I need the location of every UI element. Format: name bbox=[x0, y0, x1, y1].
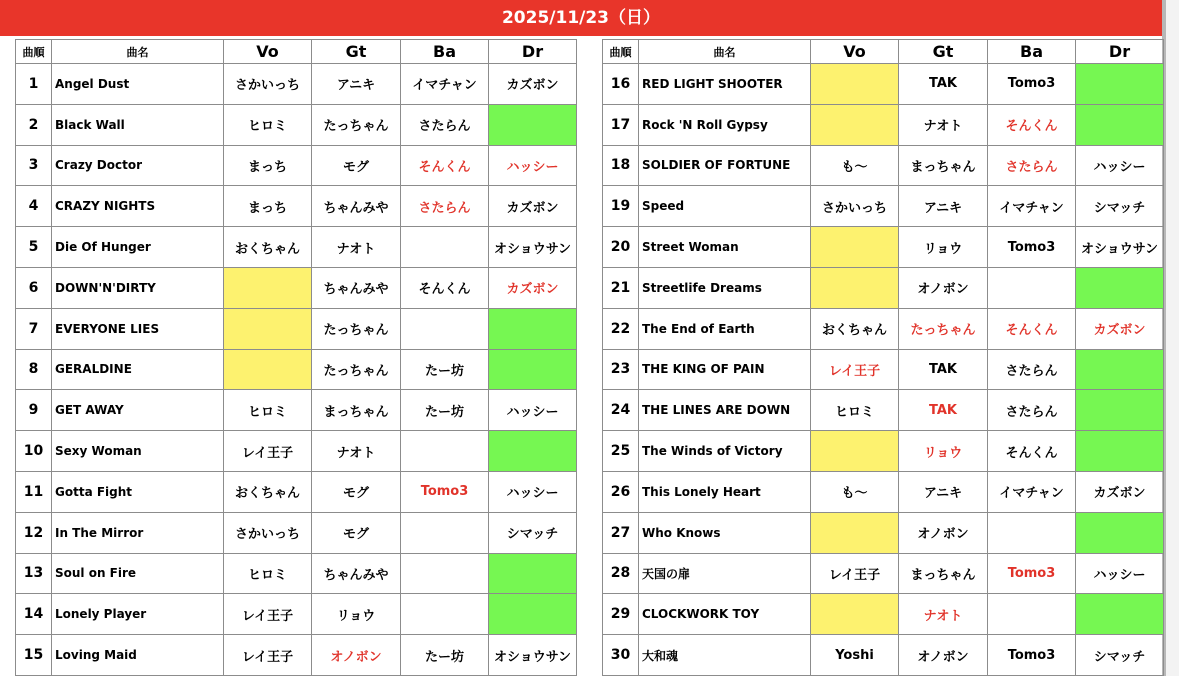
drums-cell: カズボン bbox=[489, 64, 577, 105]
guitar-cell: TAK bbox=[899, 349, 988, 390]
table-row bbox=[603, 512, 1164, 553]
song-title: Speed bbox=[639, 186, 811, 227]
drums-cell: シマッチ bbox=[1076, 635, 1164, 676]
guitar-cell: ちゃんみや bbox=[312, 186, 401, 227]
guitar-cell: TAK bbox=[899, 64, 988, 105]
song-number: 3 bbox=[16, 145, 52, 186]
drums-cell: ハッシー bbox=[1076, 553, 1164, 594]
drums-cell: カズボン bbox=[489, 267, 577, 308]
vocal-cell: おくちゃん bbox=[224, 471, 312, 512]
song-number: 24 bbox=[603, 390, 639, 431]
vocal-cell: さかいっち bbox=[224, 64, 312, 105]
drums-cell bbox=[489, 104, 577, 145]
vocal-cell bbox=[811, 594, 899, 635]
header-order: 曲順 bbox=[16, 40, 52, 64]
guitar-cell: ちゃんみや bbox=[312, 267, 401, 308]
guitar-cell: オノボン bbox=[899, 512, 988, 553]
drums-cell: シマッチ bbox=[1076, 186, 1164, 227]
guitar-cell: アニキ bbox=[899, 471, 988, 512]
drums-cell: カズボン bbox=[1076, 471, 1164, 512]
vocal-cell bbox=[811, 64, 899, 105]
vocal-cell: も～ bbox=[811, 145, 899, 186]
vocal-cell: も～ bbox=[811, 471, 899, 512]
table-row bbox=[603, 227, 1164, 268]
vocal-cell bbox=[811, 227, 899, 268]
drums-cell: オショウサン bbox=[489, 635, 577, 676]
setlist-table-left bbox=[15, 39, 577, 676]
bass-cell: そんくん bbox=[988, 308, 1076, 349]
header-vocal: Vo bbox=[811, 40, 899, 64]
table-row bbox=[603, 104, 1164, 145]
song-number: 10 bbox=[16, 431, 52, 472]
vocal-cell: おくちゃん bbox=[224, 227, 312, 268]
drums-cell bbox=[489, 308, 577, 349]
table-row bbox=[16, 431, 577, 472]
song-number: 8 bbox=[16, 349, 52, 390]
vocal-cell bbox=[811, 431, 899, 472]
song-title: Sexy Woman bbox=[52, 431, 224, 472]
bass-cell: Tomo3 bbox=[988, 227, 1076, 268]
setlist-table-right bbox=[602, 39, 1164, 676]
vocal-cell: まっち bbox=[224, 186, 312, 227]
song-number: 4 bbox=[16, 186, 52, 227]
table-row bbox=[603, 186, 1164, 227]
drums-cell: カズボン bbox=[489, 186, 577, 227]
table-row bbox=[16, 308, 577, 349]
table-row bbox=[603, 431, 1164, 472]
header-drums: Dr bbox=[1076, 40, 1164, 64]
song-number: 15 bbox=[16, 635, 52, 676]
song-number: 29 bbox=[603, 594, 639, 635]
table-row bbox=[16, 267, 577, 308]
table-row bbox=[603, 390, 1164, 431]
header-song: 曲名 bbox=[52, 40, 224, 64]
header-row bbox=[16, 40, 577, 64]
guitar-cell: オノボン bbox=[312, 635, 401, 676]
date-title: 2025/11/23（日） bbox=[501, 8, 661, 28]
vocal-cell: おくちゃん bbox=[811, 308, 899, 349]
bass-cell: イマチャン bbox=[988, 186, 1076, 227]
bass-cell: さたらん bbox=[401, 186, 489, 227]
bass-cell: さたらん bbox=[988, 145, 1076, 186]
bass-cell bbox=[988, 267, 1076, 308]
song-number: 25 bbox=[603, 431, 639, 472]
guitar-cell: オノボン bbox=[899, 267, 988, 308]
song-title: THE KING OF PAIN bbox=[639, 349, 811, 390]
song-number: 6 bbox=[16, 267, 52, 308]
table-row bbox=[16, 471, 577, 512]
vocal-cell bbox=[811, 104, 899, 145]
bass-cell bbox=[401, 308, 489, 349]
song-title: Streetlife Dreams bbox=[639, 267, 811, 308]
drums-cell bbox=[1076, 390, 1164, 431]
vocal-cell: レイ王子 bbox=[811, 553, 899, 594]
song-number: 14 bbox=[16, 594, 52, 635]
guitar-cell: たっちゃん bbox=[312, 104, 401, 145]
song-title: 天国の扉 bbox=[639, 553, 811, 594]
drums-cell: シマッチ bbox=[489, 512, 577, 553]
bass-cell: イマチャン bbox=[401, 64, 489, 105]
song-title: EVERYONE LIES bbox=[52, 308, 224, 349]
table-row bbox=[16, 64, 577, 105]
drums-cell: オショウサン bbox=[1076, 227, 1164, 268]
bass-cell: そんくん bbox=[988, 431, 1076, 472]
song-number: 21 bbox=[603, 267, 639, 308]
drums-cell: ハッシー bbox=[489, 390, 577, 431]
guitar-cell: ナオト bbox=[312, 431, 401, 472]
table-row bbox=[603, 145, 1164, 186]
guitar-cell: ちゃんみや bbox=[312, 553, 401, 594]
song-title: GET AWAY bbox=[52, 390, 224, 431]
song-title: 大和魂 bbox=[639, 635, 811, 676]
bass-cell: さたらん bbox=[988, 390, 1076, 431]
song-title: In The Mirror bbox=[52, 512, 224, 553]
vocal-cell: まっち bbox=[224, 145, 312, 186]
song-title: Die Of Hunger bbox=[52, 227, 224, 268]
guitar-cell: まっちゃん bbox=[312, 390, 401, 431]
guitar-cell: リョウ bbox=[312, 594, 401, 635]
bass-cell: Tomo3 bbox=[988, 635, 1076, 676]
vocal-cell: ヒロミ bbox=[224, 390, 312, 431]
header-guitar: Gt bbox=[312, 40, 401, 64]
vocal-cell: レイ王子 bbox=[811, 349, 899, 390]
header-drums: Dr bbox=[489, 40, 577, 64]
song-title: SOLDIER OF FORTUNE bbox=[639, 145, 811, 186]
bass-cell: たー坊 bbox=[401, 390, 489, 431]
song-title: Who Knows bbox=[639, 512, 811, 553]
song-number: 22 bbox=[603, 308, 639, 349]
drums-cell bbox=[489, 431, 577, 472]
vocal-cell bbox=[224, 267, 312, 308]
guitar-cell: アニキ bbox=[899, 186, 988, 227]
drums-cell: ハッシー bbox=[1076, 145, 1164, 186]
song-title: DOWN'N'DIRTY bbox=[52, 267, 224, 308]
bass-cell bbox=[988, 512, 1076, 553]
table-row bbox=[16, 104, 577, 145]
guitar-cell: ナオト bbox=[312, 227, 401, 268]
bass-cell: Tomo3 bbox=[988, 553, 1076, 594]
vocal-cell: レイ王子 bbox=[224, 594, 312, 635]
guitar-cell: まっちゃん bbox=[899, 145, 988, 186]
vocal-cell bbox=[811, 267, 899, 308]
song-number: 26 bbox=[603, 471, 639, 512]
header-bass: Ba bbox=[401, 40, 489, 64]
bass-cell: そんくん bbox=[401, 145, 489, 186]
drums-cell bbox=[1076, 349, 1164, 390]
bass-cell bbox=[988, 594, 1076, 635]
song-number: 12 bbox=[16, 512, 52, 553]
drums-cell bbox=[489, 594, 577, 635]
drums-cell bbox=[1076, 512, 1164, 553]
right-margin bbox=[1166, 0, 1179, 676]
vocal-cell: Yoshi bbox=[811, 635, 899, 676]
guitar-cell: オノボン bbox=[899, 635, 988, 676]
song-number: 5 bbox=[16, 227, 52, 268]
vocal-cell: ヒロミ bbox=[811, 390, 899, 431]
song-number: 23 bbox=[603, 349, 639, 390]
guitar-cell: まっちゃん bbox=[899, 553, 988, 594]
guitar-cell: モグ bbox=[312, 512, 401, 553]
guitar-cell: たっちゃん bbox=[899, 308, 988, 349]
bass-cell: そんくん bbox=[988, 104, 1076, 145]
guitar-cell: モグ bbox=[312, 145, 401, 186]
bass-cell bbox=[401, 512, 489, 553]
drums-cell: カズボン bbox=[1076, 308, 1164, 349]
table-row bbox=[16, 390, 577, 431]
drums-cell bbox=[489, 553, 577, 594]
vocal-cell: さかいっち bbox=[811, 186, 899, 227]
bass-cell: Tomo3 bbox=[401, 471, 489, 512]
song-title: The End of Earth bbox=[639, 308, 811, 349]
song-title: The Winds of Victory bbox=[639, 431, 811, 472]
table-row bbox=[16, 186, 577, 227]
bass-cell: そんくん bbox=[401, 267, 489, 308]
header-bass: Ba bbox=[988, 40, 1076, 64]
table-row bbox=[16, 512, 577, 553]
table-row bbox=[603, 267, 1164, 308]
song-number: 11 bbox=[16, 471, 52, 512]
song-number: 7 bbox=[16, 308, 52, 349]
table-row bbox=[603, 594, 1164, 635]
song-number: 9 bbox=[16, 390, 52, 431]
table-row bbox=[603, 349, 1164, 390]
table-row bbox=[16, 553, 577, 594]
guitar-cell: アニキ bbox=[312, 64, 401, 105]
drums-cell bbox=[1076, 267, 1164, 308]
song-number: 18 bbox=[603, 145, 639, 186]
guitar-cell: TAK bbox=[899, 390, 988, 431]
guitar-cell: ナオト bbox=[899, 104, 988, 145]
drums-cell: ハッシー bbox=[489, 471, 577, 512]
song-title: Crazy Doctor bbox=[52, 145, 224, 186]
date-banner bbox=[0, 0, 1162, 36]
table-row bbox=[16, 594, 577, 635]
song-title: Black Wall bbox=[52, 104, 224, 145]
drums-cell bbox=[1076, 104, 1164, 145]
song-number: 19 bbox=[603, 186, 639, 227]
song-title: Lonely Player bbox=[52, 594, 224, 635]
bass-cell bbox=[401, 431, 489, 472]
song-title: Soul on Fire bbox=[52, 553, 224, 594]
song-title: CRAZY NIGHTS bbox=[52, 186, 224, 227]
vocal-cell: レイ王子 bbox=[224, 431, 312, 472]
bass-cell bbox=[401, 227, 489, 268]
guitar-cell: モグ bbox=[312, 471, 401, 512]
bass-cell: たー坊 bbox=[401, 635, 489, 676]
table-row bbox=[16, 635, 577, 676]
vocal-cell: レイ王子 bbox=[224, 635, 312, 676]
drums-cell bbox=[1076, 594, 1164, 635]
bass-cell: さたらん bbox=[988, 349, 1076, 390]
bass-cell: たー坊 bbox=[401, 349, 489, 390]
table-row bbox=[16, 145, 577, 186]
guitar-cell: ナオト bbox=[899, 594, 988, 635]
song-number: 28 bbox=[603, 553, 639, 594]
drums-cell bbox=[489, 349, 577, 390]
song-number: 20 bbox=[603, 227, 639, 268]
vocal-cell bbox=[224, 308, 312, 349]
bass-cell bbox=[401, 594, 489, 635]
song-number: 13 bbox=[16, 553, 52, 594]
table-row bbox=[603, 308, 1164, 349]
table-row bbox=[603, 635, 1164, 676]
song-title: This Lonely Heart bbox=[639, 471, 811, 512]
bass-cell: Tomo3 bbox=[988, 64, 1076, 105]
song-title: GERALDINE bbox=[52, 349, 224, 390]
vocal-cell: さかいっち bbox=[224, 512, 312, 553]
header-song: 曲名 bbox=[639, 40, 811, 64]
header-order: 曲順 bbox=[603, 40, 639, 64]
vocal-cell: ヒロミ bbox=[224, 104, 312, 145]
drums-cell: オショウサン bbox=[489, 227, 577, 268]
song-number: 16 bbox=[603, 64, 639, 105]
table-row bbox=[603, 553, 1164, 594]
song-title: Loving Maid bbox=[52, 635, 224, 676]
guitar-cell: リョウ bbox=[899, 431, 988, 472]
header-guitar: Gt bbox=[899, 40, 988, 64]
vocal-cell bbox=[811, 512, 899, 553]
song-number: 27 bbox=[603, 512, 639, 553]
song-number: 1 bbox=[16, 64, 52, 105]
song-number: 2 bbox=[16, 104, 52, 145]
header-row bbox=[603, 40, 1164, 64]
song-title: RED LIGHT SHOOTER bbox=[639, 64, 811, 105]
vocal-cell: ヒロミ bbox=[224, 553, 312, 594]
guitar-cell: リョウ bbox=[899, 227, 988, 268]
drums-cell bbox=[1076, 431, 1164, 472]
song-title: CLOCKWORK TOY bbox=[639, 594, 811, 635]
song-number: 17 bbox=[603, 104, 639, 145]
drums-cell: ハッシー bbox=[489, 145, 577, 186]
table-row bbox=[16, 227, 577, 268]
song-title: Street Woman bbox=[639, 227, 811, 268]
song-title: Gotta Fight bbox=[52, 471, 224, 512]
song-number: 30 bbox=[603, 635, 639, 676]
bass-cell: イマチャン bbox=[988, 471, 1076, 512]
bass-cell bbox=[401, 553, 489, 594]
song-title: Rock 'N Roll Gypsy bbox=[639, 104, 811, 145]
table-row bbox=[603, 471, 1164, 512]
vocal-cell bbox=[224, 349, 312, 390]
song-title: Angel Dust bbox=[52, 64, 224, 105]
guitar-cell: たっちゃん bbox=[312, 349, 401, 390]
table-row bbox=[603, 64, 1164, 105]
bass-cell: さたらん bbox=[401, 104, 489, 145]
drums-cell bbox=[1076, 64, 1164, 105]
header-vocal: Vo bbox=[224, 40, 312, 64]
guitar-cell: たっちゃん bbox=[312, 308, 401, 349]
song-title: THE LINES ARE DOWN bbox=[639, 390, 811, 431]
table-row bbox=[16, 349, 577, 390]
